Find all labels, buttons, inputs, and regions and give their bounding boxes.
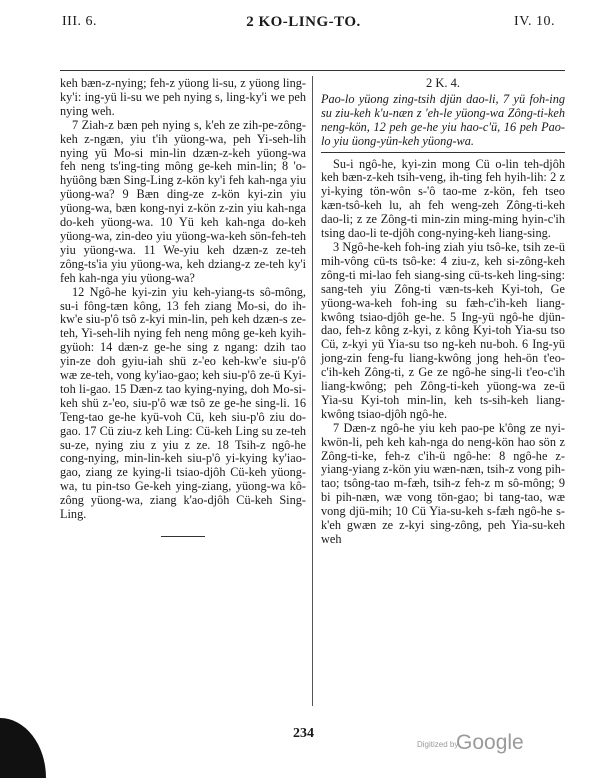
left-paragraph-1: keh bæn-z-nying; feh-z yüong li-su, z yüong ling-ky'i: ing-yü li-su we peh nying s, ling-ky'i we peh nying weh. [60,76,306,118]
right-paragraph-3: 7 Dæn-z ngô-he yiu keh pao-pe k'ông ze nyi-kwön-li, peh keh kah-nga do neng-kön hao sön z Zông-ti-ke, feh-z c'ih-ü ngô-he: 8 ngô-he z-yiang-yiang z-kön yiu wæn-næn, tsih-z vong pih-tao; tsông-tao m-fæh, tsih-z feh-z m sô-mông; 9 bi pih-næn, wæ vong tön-gao; bi tang-tao, wæ vong djü-mih; 10 Cü Yia-su-keh s-fæh ngô-he s-k'eh gwæn ze z-kyi sing-zông, peh Yia-su-keh weh [321,420,565,546]
right-paragraph-2: 3 Ngô-he-keh foh-ing ziah yiu tsô-ke, tsih ze-ü mih-vông cü-ts tsô-ke: 4 ziu-z, keh si-zông-keh zông-ti mi-lao feh siang-sing cü-ts-keh ling-sing: sang-teh yiu Zông-ti væn-ts-keh Kyi-toh, Ge yüong-wa-keh foh-ing su fæh-c'ih-keh liang-kwông tsiao-djôh ge-he. 5 Ing-yü ngô-he djün-dao, feh-z kông z-kyi, z kông Kyi-toh Yia-su tso Cü, z-kyi yü Yia-su tso ng-keh nu-boh. 6 Ing-yü jong-zin feng-fu liang-kwông jong heh-ön t'eo-c'ih-keh Zông-ti, z Ge ze ngô-he sing-li t'eo-c'ih liang-kwông; peh Zông-ti-keh yüong-wa ze-ü Yia-su Kyi-toh min-lin, keh ts-sih-keh liang-kwông tsiao-djôh ngô-he. [321,239,565,421]
header-book-title: 2 KO-LING-TO. [246,14,361,30]
header-chapter-right: IV. 10. [514,14,555,29]
watermark-google-logo: Google [456,731,524,754]
watermark-digitized-label: Digitized by [417,740,459,749]
left-column [60,77,306,537]
page-number: 234 [293,726,314,741]
header-rule [60,70,565,71]
running-header [0,14,607,36]
header-chapter-left: III. 6. [62,14,97,29]
summary-rule [321,152,565,153]
left-paragraph-3: 12 Ngô-he kyi-zin yiu keh-yiang-ts sô-mông, su-i fông-tæn kông, 13 feh ziang Mo-si, do ih-kw'e siu-p'ô tsô z-kyi min-lin, peh keh dzæn-s ze-teh, Yi-seh-lih nying feh neng mông ge-keh kyih-gyüoh: 14 dæn-z ge-he sing z ngang: dzih tao yin-ze doh gyiu-iah shü z-'eo keh-kw'e siu-p'ô wæ ze-teh, vong ky'iao-gao; keh siu-p'ô ze-ü Kyi-toh li-gao. 15 Dæn-z tao kying-nying, doh Mo-si-keh shü z-'eo, siu-p'ô wæ tsô ze ge-he sing-li. 16 Teng-tao ge-he kyü-voh Cü, keh siu-p'ô ziu do-gao. 17 Cü ziu-z keh Ling: Cü-keh Ling su ze-teh su-ze, nying ziu z yiu z ze. 18 Tsih-z ngô-he cong-nying, min-lin-keh siu-p'ô yi-kying ky'iao-gao, ziang ze kying-li tsiao-djôh Cü-keh yüong-wa, tu pin-tso Ge-keh ying-ziang, yüong-wa kô-zông yüong-wa, ziang k'ao-djôh Cü-keh Sing-Ling. [60,284,306,522]
left-paragraph-2: 7 Ziah-z bæn peh nying s, k'eh ze zih-pe-zông-keh z-ngæn, yiu t'ih yüong-wa, peh Yi-seh-lih nying yü Mo-si min-lin dzæn-z-keh yüong-wa feh neng ts'ing-ting mông ge-keh min-lin; 8 'o-hyüông bæn Sing-Ling z-kön ky'i feh kah-nga yiu yüong-wa? 9 Bæn ding-ze z-kön kyi-zin yiu yüong-wa, bæn kong-nyi z-kön z-zin yiu kah-nga do-keh yüong-wa. 10 Yü keh kah-nga do-keh yüong-wa, zin-deo yiu yüong-wa-keh sön-feh-teh yiu yüong-wa. 11 We-yiu keh dzæn-z ze-teh zông-ts'ia yiu yüong-wa, keh dziang-z ze-teh ky'i feh kah-nga yiu yüong-wa? [60,117,306,285]
chapter-end-rule [161,536,205,537]
right-paragraph-1: Su-i ngô-he, kyi-zin mong Cü o-lin teh-djôh keh bæn-z-keh tsih-veng, ih-ting feh hyih-lih: 2 z yi-kying tön-wôn s-'ô tao-me z-kön, feh tseo kæn-tsô-keh lu, ah feh weng-zeh Zông-ti-keh dao-li; z ze Zông-ti min-zin ming-ming hyin-c'ih tsing dao-li te-djôh cong-nying-keh liang-sing. [321,156,565,241]
chapter-summary: Pao-lo yüong zing-tsih djün dao-li, 7 yü foh-ing su ziu-keh k'u-næn z 'eh-le yüong-wa Zông-ti-keh neng-kön, 12 peh ge-he yiu hao-c'ü, 16 peh Pao-lo yiu üong-yün-keh yüong-wa. [321,91,565,148]
section-title: 2 K. 4. [425,76,461,90]
column-divider [312,76,313,706]
right-column [321,77,565,547]
